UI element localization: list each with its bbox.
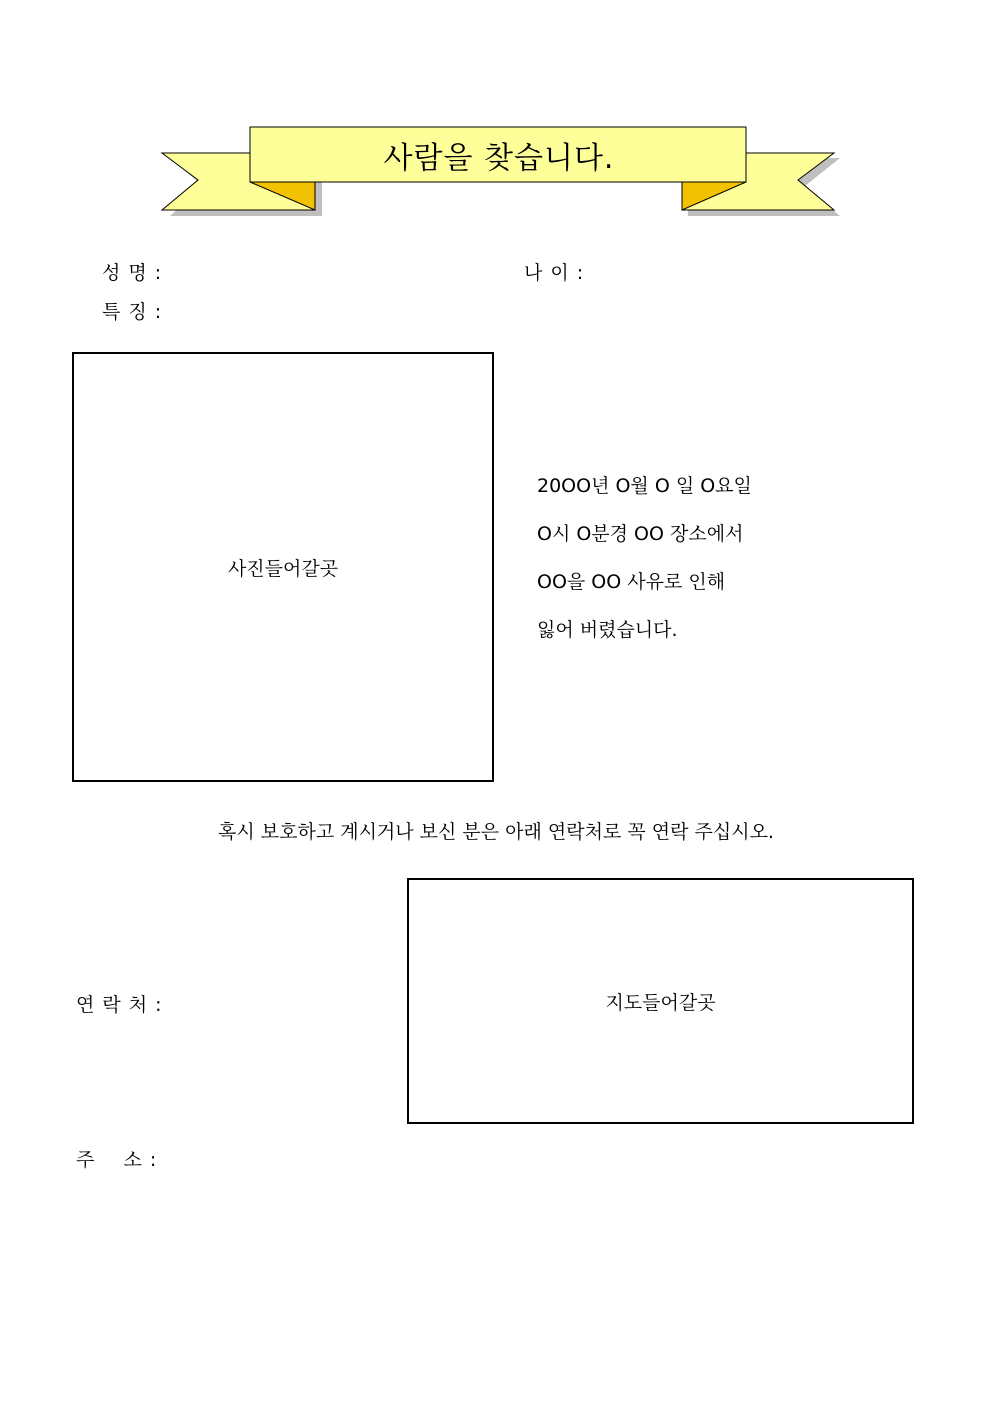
- name-label: 성 명 :: [102, 262, 163, 284]
- photo-box[interactable]: [72, 352, 494, 782]
- story-line-place: O시 O분경 OO 장소에서: [537, 523, 744, 545]
- contact-request-notice: 혹시 보호하고 계시거나 보신 분은 아래 연락처로 꼭 연락 주십시오.: [218, 821, 774, 843]
- features-label: 특 징 :: [102, 301, 163, 323]
- story-line-reason: OO을 OO 사유로 인해: [537, 571, 726, 593]
- address-label: 주 소 :: [76, 1149, 158, 1171]
- map-box[interactable]: [407, 878, 914, 1124]
- photo-placeholder-text: 사진들어갈곳: [227, 557, 339, 580]
- page-title: 사람을 찾습니다.: [383, 141, 615, 176]
- story-line-lost: 잃어 버렸습니다.: [537, 619, 678, 641]
- age-label: 나 이 :: [524, 262, 585, 284]
- contact-label: 연 락 처 :: [76, 994, 163, 1016]
- map-placeholder-text: 지도들어갈곳: [605, 991, 716, 1014]
- story-line-date: 20OO년 O월 O 일 O요일: [537, 475, 752, 497]
